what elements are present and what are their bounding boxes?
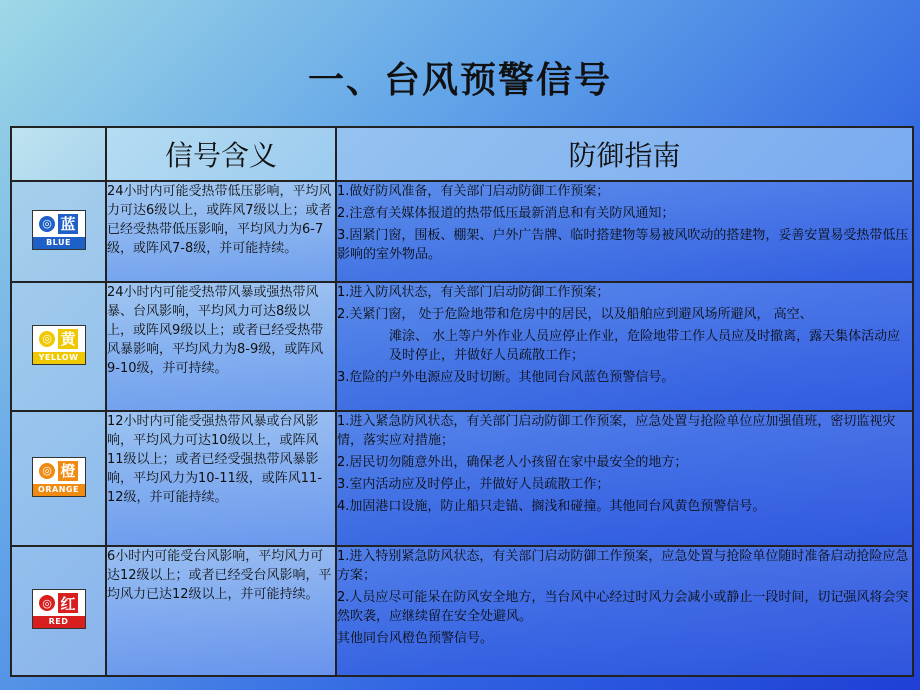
signal-meaning: 24小时内可能受热带低压影响，平均风力可达6级以上，或阵风7级以上；或者已经受热带低压影响，平均风力为6-7级，或阵风7-8级，并可能持续。 (106, 181, 336, 282)
signal-icon-cell (11, 181, 106, 282)
defense-guide (336, 282, 913, 411)
signal-label: BLUE (33, 237, 85, 249)
signal-meaning: 24小时内可能受热带风暴或强热带风暴、台风影响，平均风力可达8级以上，或阵风9级以上；或者已经受热带风暴影响，平均风力为8-9级，或阵风9-10级，并可持续。 (106, 282, 336, 411)
table-row (11, 282, 913, 411)
guide-item: 4.加固港口设施，防止船只走锚、搁浅和碰撞。其他同台风黄色预警信号。 (337, 499, 766, 514)
signal-label: YELLOW (33, 352, 85, 364)
table-header-row (11, 127, 913, 181)
guide-item: 2.关紧门窗， 处于危险地带和危房中的居民，以及船舶应到避风场所避风， 高空、 (337, 307, 813, 322)
guide-item: 3.固紧门窗，围板、棚架、户外广告牌、临时搭建物等易被风吹动的搭建物，妥善安置易受热带低压影响的室外物品。 (337, 228, 909, 262)
guide-item: 1.进入防风状态，有关部门启动防御工作预案； (337, 285, 610, 300)
table-row (11, 411, 913, 546)
table-row (11, 546, 913, 676)
guide-item: 3.室内活动应及时停止，并做好人员疏散工作； (337, 477, 610, 492)
signal-label: ORANGE (33, 484, 85, 496)
guide-item: 2.注意有关媒体报道的热带低压最新消息和有关防风通知； (337, 206, 675, 221)
signal-icon-cell (11, 546, 106, 676)
signal-char: 黄 (58, 329, 78, 349)
signal-icon-cell (11, 411, 106, 546)
signal-icon-cell (11, 282, 106, 411)
guide-item: 2.人员应尽可能呆在防风安全地方，当台风中心经过时风力会减小或静止一段时间，切记强风将会突然吹袭，应继续留在安全处避风。 (337, 590, 909, 624)
defense-guide (336, 181, 913, 282)
header-guide: 防御指南 (336, 127, 913, 181)
header-meaning: 信号含义 (106, 127, 336, 181)
signal-char: 蓝 (58, 214, 78, 234)
guide-item: 其他同台风橙色预警信号。 (337, 631, 494, 646)
guide-item: 3.危险的户外电源应及时切断。其他同台风蓝色预警信号。 (337, 370, 675, 385)
signal-char: 红 (58, 593, 78, 613)
signal-label: RED (33, 616, 85, 628)
page-title: 一、台风预警信号 (307, 60, 612, 101)
header-icon-cell (11, 127, 106, 181)
guide-item: 1.进入紧急防风状态，有关部门启动防御工作预案，应急处置与抢险单位应加强值班，密切监视灾情，落实应对措施； (337, 414, 896, 448)
defense-guide (336, 546, 913, 676)
guide-item: 1.进入特别紧急防风状态，有关部门启动防御工作预案，应急处置与抢险单位随时准备启动抢险应急方案； (337, 549, 909, 583)
typhoon-signal-table (10, 126, 914, 677)
guide-item: 1.做好防风准备，有关部门启动防御工作预案； (337, 184, 610, 199)
typhoon-red-signal-icon: ◎ 红 RED (32, 589, 86, 629)
guide-item: 2.居民切勿随意外出，确保老人小孩留在家中最安全的地方； (337, 455, 688, 470)
signal-meaning: 12小时内可能受强热带风暴或台风影响，平均风力可达10级以上，或阵风11级以上；或者已经受强热带风暴影响，平均风力为10-11级，或阵风11-12级，并可能持续。 (106, 411, 336, 546)
signal-char: 橙 (58, 461, 78, 481)
signal-meaning: 6小时内可能受台风影响，平均风力可达12级以上；或者已经受台风影响，平均风力已达12级以上，并可能持续。 (106, 546, 336, 676)
defense-guide (336, 411, 913, 546)
typhoon-yellow-signal-icon: ◎ 黄 YELLOW (32, 325, 86, 365)
typhoon-blue-signal-icon: ◎ 蓝 BLUE (32, 210, 86, 250)
typhoon-orange-signal-icon: ◎ 橙 ORANGE (32, 457, 86, 497)
guide-item: 滩涂、 水上等户外作业人员应停止作业，危险地带工作人员应及时撤离，露天集体活动应及时停止，并做好人员疏散工作； (389, 329, 901, 363)
table-row (11, 181, 913, 282)
